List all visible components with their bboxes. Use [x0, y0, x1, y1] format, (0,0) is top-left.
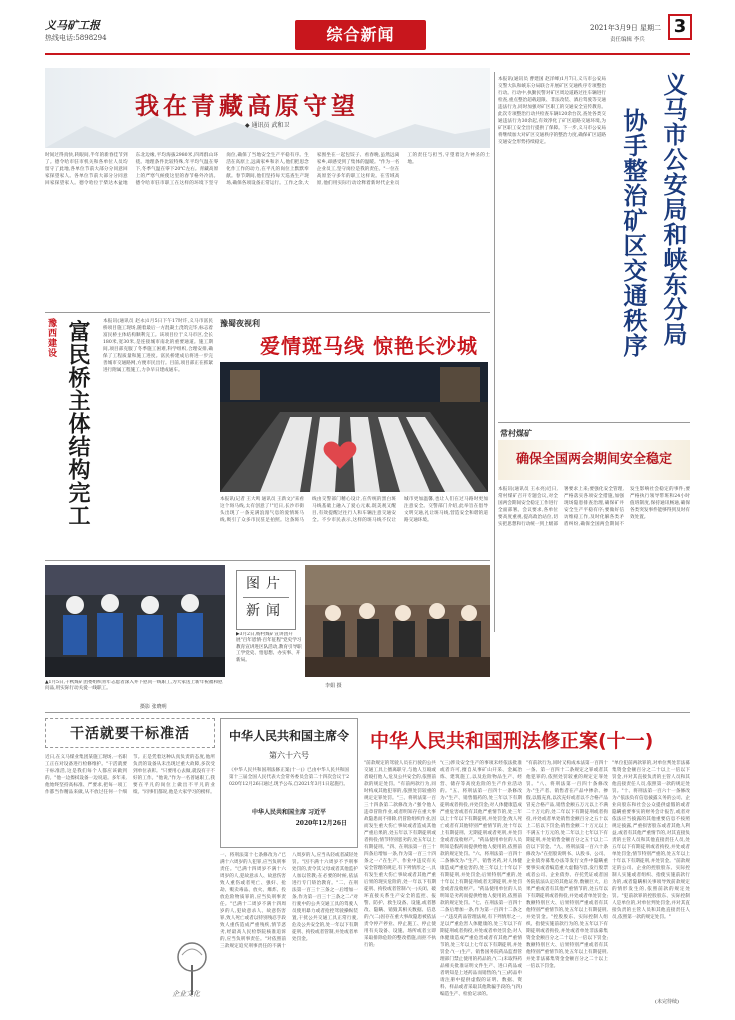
issue-date: 2021年3月9日 星期二 [590, 24, 661, 32]
stamp-text: 企业文化 [172, 990, 200, 998]
credit-right: 李娟 摄 [325, 683, 342, 689]
divider-article5 [498, 422, 690, 423]
article2-body: 本报讯(通讯员 曹建国 赵洋峰)1月7日,义马市公安局交警大队和峡东分局联合开展矿区交通秩序专项整治行动。行动中,执勤民警对矿区周边道路过往车辆进行检查,重点整治超载超限、非法改装、酒后驾驶等交通违法行为,同时加强对矿区职工的交通安全宣传教育。此次专项整治行动共检查车辆120余台次,查处各类交通违法行为30余起,有效净化了矿区道路交通环境,为矿区职工安全出行提供了保障。下一步,义马市公安局将继续加大对矿区交通秩序的整治力度,确保矿区道路交通安全形势持续稳定。 [498, 77, 606, 145]
divider-article1 [45, 312, 490, 313]
law-notice-title: 中华人民共和国主席令 [228, 729, 349, 743]
article5-headline-box [498, 440, 690, 480]
article2-headline [610, 72, 690, 417]
article5-body: 本报讯(通讯员 王永亮)近日,常村煤矿召开专题会议,对全国两会期间安全稳定工作进行全面部署。会议要求,各单位要高度重视,提高政治站位,切实把思想和行动统一到上级部署要求上来;要强化安全管理,严格落实各项安全措施,加强现场隐患排查治理,确保矿井安全生产平稳有序;要做好信访维稳工作,及时化解各类矛盾纠纷,确保全国两会期间不发生影响社会稳定的事件;要严格执行领导带班和24小时值班制度,保持通讯畅通,确保各类突发事件能够得到及时有效处置。 [498, 487, 690, 527]
amendment-col5: "单位犯前两款罪的,对单位判处非法募集资金金额百分之二十以上一倍以下罚金,并对其直接负责的主管人员和其他直接责任人员,依照第一款的规定处罚。"十、将刑法第一百六十一条修改为:"依法负有信息披露义务的公司、企业向股东和社会公众提供虚假的或者隐瞒重要事实的财务会计报告,或者对依法应当披露的其他重要信息不按照规定披露,严重损害股东或者其他人利益,或者有其他严重情节的,对其直接负责的主管人员和其他直接责任人员,处五年以下有期徒刑或者拘役,并处或者单处罚金;情节特别严重的,处五年以上十年以下有期徒刑,并处罚金。"前款规定的公司、企业的控股股东、实际控制人实施或者组织、指使实施前款行为的,或者隐瞒相关事项导致前款规定的情形发生的,依照前款的规定处罚。"犯前款罪的控股股东、实际控制人是单位的,对单位判处罚金,并对其直接负责的主管人员和其他直接责任人员,依照第一款的规定处罚。" [612, 761, 690, 920]
article1-headline: 我在青藏高原守望 [135, 92, 359, 120]
article4-body: 本报讯(记者 王大鸣 通讯员 王新文)"来看这个斑马线,太有创意了!"近日,长沙市街头出现了一条充满浪漫气息的爱情斑马线,吸引了众多市民驻足拍照。这条斑马线由交警部门精心设计,在传统的黑白斑马线基础上融入了爱心元素,既美观又醒目,有效提醒过往行人和车辆注意交通安全。不少市民表示,这样的斑马线不仅让城市更加温馨,也让人们在过马路时更加注意安全。交警部门介绍,此举旨在倡导文明交通,礼让斑马线,营造安全和谐的道路交通环境。 [220, 497, 488, 523]
article2-title: 协手整治矿区交通秩序 [619, 108, 647, 358]
culture-stamp [168, 935, 216, 1001]
article1-byline: ◆ 通讯员 武和卫 [245, 122, 290, 129]
picture-news-label-bottom: 新闻 [246, 603, 286, 619]
crosswalk-photo [220, 362, 488, 492]
article3-tag-text: 豫西建设 [46, 318, 56, 358]
masthead-rule [45, 53, 690, 55]
divider-vertical-right [494, 72, 495, 632]
article6-body: 近日,在义马煤业集团某施工现场,一名职工正在对设备进行检修维护。"干活就要干标准活,这是我们每个人都应该做到的。"他一边擦拭设备一边说道。多年来,他始终坚持高标准、严要求,把每一项工作都当作精品来做,从不放过任何一个细节。正是凭着这种认真负责的态度,他所负责的设备从未出现过重大故障,多次受到单位表彰。"只要用心去做,就没有干不好的工作。"他说,"作为一名普通职工,我要在平凡的岗位上做出不平凡的业绩。"同事们都说,他是大家学习的榜样。 [45, 755, 215, 795]
picture-news-label-top: 图片 [246, 576, 286, 592]
article6-header [45, 718, 215, 748]
amendment-col2: "前款规定的驾驶人员在行驶的公共交通工具上擅离职守,与他人互殴或者殴打他人,危及公共安全的,依照前款的规定处罚。"有前两款行为,同时构成其他犯罪的,依照处罚较重的规定定罪处罚。"三、将刑法第一百三十四条第二款修改为:"强令他人违章冒险作业,或者明知存在重大事故隐患而不排除,仍冒险组织作业,因而发生重大伤亡事故或者造成其他严重后果的,处五年以下有期徒刑或者拘役;情节特别恶劣的,处五年以上有期徒刑。"四、在刑法第一百三十四条后增加一条,作为第一百三十四条之一:"在生产、作业中违反有关安全管理的规定,有下列情形之一,具有发生重大伤亡事故或者其他严重后果的现实危险的,处一年以下有期徒刑、拘役或者管制:"(一)关闭、破坏直接关系生产安全的监控、报警、防护、救生设备、设施,或者篡改、隐瞒、销毁其相关数据、信息的;"(二)因存在重大事故隐患被依法责令停产停业、停止施工、停止使用有关设备、设施、场所或者立即采取排除危险的整改措施,而拒不执行的; [364, 761, 436, 948]
law-notice-number: 第六十六号 [269, 751, 309, 760]
picture-news-label [236, 570, 296, 630]
article6-headline: 干活就要干标准活 [70, 726, 190, 742]
article4-kicker: 豫蜀夜视利 [220, 318, 260, 328]
divider-bottom [45, 712, 690, 713]
law-notice-signature: 中华人民共和国主席 习近平 [251, 809, 327, 816]
article3-body: 本报讯(通讯员 赵永)1月5日下午17时许,义马市富民桥项目施工现场,随着最后一方混凝土浇筑完毕,标志着富民桥主体结构顺利完工。该项目位于义马市区,全长180米,宽30米,是连接城市南北的重要通道。施工期间,项目部克服了冬季施工困难,科学组织,合理安排,确保了工程质量和施工进度。富民桥建成后将进一步完善城市交通路网,方便市民出行。目前,项目部正在抓紧进行附属工程施工,力争早日建成通车。 [103, 319, 213, 373]
article2-kicker: 义马市公安局和峡东分局 [659, 72, 687, 347]
law-notice-date: 2020年12月26日 [295, 820, 347, 827]
article4-headline: 爱情斑马线 惊艳长沙城 [260, 334, 478, 358]
caption-left: ▲1月5日,千秋煤矿团委组织青年志愿者深入井下慰问一线职工,为大家送上新年祝福和慰问品,用实际行动关爱一线职工。 [45, 680, 223, 692]
editor-credit: 责任编辑 李兵 [610, 37, 645, 43]
study-session-photo [305, 565, 490, 677]
section-title: 综合新闻 [326, 25, 395, 44]
article3-title: 富民桥主体结构完工 [65, 320, 90, 527]
credit-left: 摄影 张晓明 [140, 704, 167, 710]
volunteer-photo [45, 565, 225, 677]
law-notice-body: 《中华人民共和国刑法修正案(十一)》已由中华人民共和国第十三届全国人民代表大会常务委员会第二十四次会议于2020年12月26日通过,现予公布,自2021年3月1日起施行。 [229, 768, 349, 787]
amendment-headline: 中华人民共和国刑法修正案(十一) [370, 730, 654, 752]
law-notice [220, 718, 358, 848]
section-banner [295, 20, 426, 50]
amendment-continued: (未完待续) [655, 999, 679, 1005]
amendment-col4: "有前款行为,同时又构成本法第一百四十一条、第一百四十二条规定之罪或者其他犯罪的,依照处罚较重的规定定罪处罚。"八、将刑法第一百四十条修改为:"生产者、销售者在产品中掺杂、掺假,以假充真,以次充好或者以不合格产品冒充合格产品,销售金额五万元以上不满二十万元的,处二年以下有期徒刑或者拘役,并处或者单处销售金额百分之五十以上二倍以下罚金;销售金额二十万元以上不满五十万元的,处二年以上七年以下有期徒刑,并处销售金额百分之五十以上二倍以下罚金。"九、将刑法第一百六十条修改为:"在招股说明书、认股书、公司、企业债券募集办法等发行文件中隐瞒重要事实或者编造重大虚假内容,发行股票或者公司、企业债券、存托凭证或者国务院依法认定的其他证券,数额巨大、后果严重或者有其他严重情节的,处五年以下有期徒刑或者拘役,并处或者单处罚金;数额特别巨大、后果特别严重或者有其他特别严重情节的,处五年以上有期徒刑,并处罚金。"控股股东、实际控制人组织、指使实施前款行为的,处五年以下有期徒刑或者拘役,并处或者单处非法募集资金金额百分之二十以上一倍以下罚金;数额特别巨大、后果特别严重或者有其他特别严重情节的,处五年以上有期徒刑,并处非法募集资金金额百分之二十以上一倍以下罚金。 [526, 761, 608, 969]
caption-right: ▶3月2日,杨村煤矿宣讲团开展"百年恩情·百年征程"党史学习教育宣讲进区队活动,教育引导职工学党史、悟思想、办实事、开新局。 [236, 632, 302, 663]
article5-kicker: 常村煤矿 [500, 428, 532, 438]
amendment-col1: 一、将刑法第十七条修改为:"已满十六周岁的人犯罪,应当负刑事责任。"已满十四周岁不满十六周岁的人,犯故意杀人、故意伤害致人重伤或者死亡、强奸、抢劫、贩卖毒品、放火、爆炸、投放危险物质罪的,应当负刑事责任。"已满十二周岁不满十四周岁的人,犯故意杀人、故意伤害罪,致人死亡或者以特别残忍手段致人重伤造成严重残疾,情节恶劣,经最高人民检察院核准追诉的,应当负刑事责任。"对依照前三款规定追究刑事责任的不满十八周岁的人,应当从轻或者减轻处罚。"因不满十六周岁不予刑事处罚的,责令其父母或者其他监护人加以管教;在必要的时候,依法进行专门矫治教育。"二、在刑法第一百三十三条之一后增加一条,作为第一百三十三条之二:"对行驶中的公共交通工具的驾驶人员使用暴力或者抢控驾驶操纵装置,干扰公共交通工具正常行驶,危及公共安全的,处一年以下有期徒刑、拘役或者管制,并处或者单处罚金。 [220, 853, 358, 949]
divider-picture-news [45, 560, 490, 561]
masthead [0, 0, 735, 72]
amendment-col3: "(三)涉及安全生产的事项未经依法批准或者许可,擅自从事矿山开采、金属冶炼、建筑施工,以及危险物品生产、经营、储存等高度危险的生产作业活动的。"五、将刑法第一百四十一条修改为:"生产、销售假药的,处三年以下有期徒刑或者拘役,并处罚金;对人体健康造成严重危害或者有其他严重情节的,处三年以上十年以下有期徒刑,并处罚金;致人死亡或者有其他特别严重情节的,处十年以上有期徒刑、无期徒刑或者死刑,并处罚金或者没收财产。"药品使用单位的人员明知是假药而提供给他人使用的,依照前款的规定处罚。"六、将刑法第一百四十二条修改为:"生产、销售劣药,对人体健康造成严重危害的,处三年以上十年以下有期徒刑,并处罚金;后果特别严重的,处十年以上有期徒刑或者无期徒刑,并处罚金或者没收财产。"药品使用单位的人员明知是劣药而提供给他人使用的,依照前款的规定处罚。"七、在刑法第一百四十二条后增加一条,作为第一百四十二条之一:"违反药品管理法规,有下列情形之一,足以严重危害人体健康的,处三年以下有期徒刑或者拘役,并处或者单处罚金;对人体健康造成严重危害或者有其他严重情节的,处三年以上七年以下有期徒刑,并处罚金:"(一)生产、销售国务院药品监督管理部门禁止使用的药品的;"(二)未取得药品相关批准证明文件生产、进口药品或者明知是上述药品而销售的;"(三)药品申请注册中提供虚假的证明、数据、资料、样品或者采取其他欺骗手段的;"(四)编造生产、检验记录的。 [440, 761, 522, 997]
article1-body: 时间过得真快,转眼间,半年的新春佳节到了。德令哈市驻市机关和各单位人员均留守了此地,各单位节前大部分分同意回家探望家人。各单位节前大部分分同意回家探望家人。德令哈位于柴达木盆地东北边缘,平均海拔2980米,四周群山环绕。地理条件比较特殊,年平均气温在零下,冬季气温在零下20℃左右。青藏高原上的严寒气候使这里的春节格外冷清。德令哈市驻市职工在这样的环境下坚守岗位,确保了当地安全生产平稳有序。生活在高原上,远离家乡和亲人,他们把思念化作工作的动力,在平凡的岗位上默默奉献。春节期间,他们坚持每天巡查生产现场,确保各项设备正常运行。工作之余,大家围坐在一起包饺子、看春晚,虽然远离家乡,却感受到了集体的温暖。"作为一名企业员工,坚守岗位是我的责任。"一位在高原坚守多年的职工这样说。在雪域高原,他们用实际行动诠释着新时代企业员工的责任与担当,守望着这片神圣的土地。 [45, 153, 490, 186]
article5-headline: 确保全国两会期间安全稳定 [515, 452, 672, 467]
hotline: 热线电话:5898294 [45, 34, 107, 42]
page-number: 3 [668, 14, 692, 40]
article1-header [45, 68, 490, 148]
paper-name: 义马矿工报 [45, 19, 100, 32]
